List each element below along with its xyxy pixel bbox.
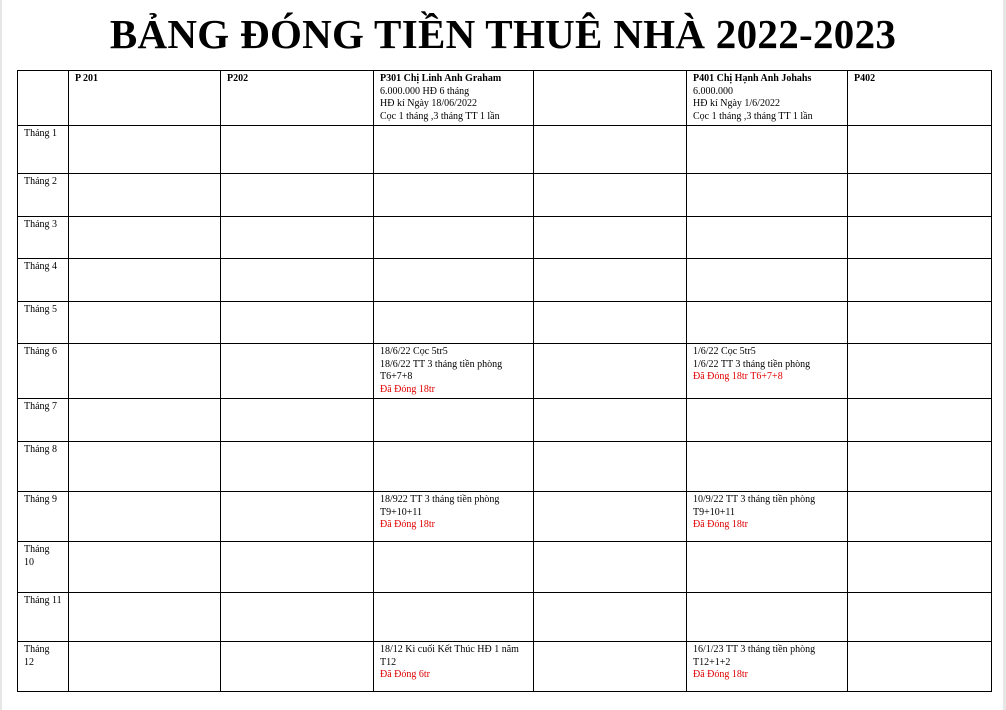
column-header-p401 (687, 71, 848, 126)
table-cell (687, 442, 848, 492)
table-cell (69, 642, 221, 692)
p401-september-entry: 10/9/22 TT 3 tháng tiền phòng T9+10+11 Đã Đóng 18tr (687, 492, 848, 542)
table-cell (374, 593, 534, 642)
p401-deposit-terms: Cọc 1 tháng ,3 tháng TT 1 lần (693, 110, 813, 122)
table-cell (534, 344, 687, 399)
table-cell (221, 259, 374, 302)
table-cell (534, 126, 687, 174)
table-cell (69, 442, 221, 492)
table-row (18, 126, 992, 174)
table-cell (534, 642, 687, 692)
table-cell (374, 217, 534, 259)
table-cell (848, 593, 992, 642)
p301-deposit-terms: Cọc 1 tháng ,3 tháng TT 1 lần (380, 110, 500, 122)
p301-december-entry: 18/12 Kì cuối Kết Thúc HĐ 1 năm T12 Đã Đóng 6tr (374, 642, 534, 692)
table-cell (687, 593, 848, 642)
month-label: Tháng 7 (18, 399, 69, 442)
p301-september-entry: 18/922 TT 3 tháng tiền phòng T9+10+11 Đã Đóng 18tr (374, 492, 534, 542)
table-cell (69, 217, 221, 259)
table-cell (687, 174, 848, 217)
page-title: BẢNG ĐÓNG TIỀN THUÊ NHÀ 2022-2023 (109, 11, 897, 57)
table-cell (374, 302, 534, 344)
table-cell (848, 302, 992, 344)
table-cell (848, 492, 992, 542)
month-label: Tháng 5 (18, 302, 69, 344)
table-cell (848, 642, 992, 692)
p401-contract-date: HĐ kí Ngày 1/6/2022 (693, 98, 780, 109)
table-cell (534, 302, 687, 344)
table-cell (374, 126, 534, 174)
table-cell (687, 259, 848, 302)
column-header-p202: P202 (221, 71, 374, 126)
p301-contract-amount: 6.000.000 HĐ 6 tháng (380, 85, 470, 97)
table-cell (534, 442, 687, 492)
table-row (18, 344, 992, 399)
table-row (18, 259, 992, 302)
table-cell (69, 344, 221, 399)
table-cell (848, 126, 992, 174)
p301-june-entry: 18/6/22 Cọc 5tr5 18/6/22 TT 3 tháng tiền phòng T6+7+8 Đã Đóng 18tr (374, 344, 534, 399)
table-cell (69, 399, 221, 442)
table-cell (69, 259, 221, 302)
month-label: Tháng 8 (18, 442, 69, 492)
column-header-p301 (374, 71, 534, 126)
table-cell (69, 126, 221, 174)
table-cell (221, 344, 374, 399)
table-cell (221, 593, 374, 642)
table-cell (69, 174, 221, 217)
month-label: Tháng 4 (18, 259, 69, 302)
month-label: Tháng 2 (18, 174, 69, 217)
p301-tenant-label: P301 Chị Linh Anh Graham (380, 73, 502, 84)
table-cell (534, 174, 687, 217)
table-row (18, 399, 992, 442)
table-cell (69, 492, 221, 542)
month-label: Tháng 3 (18, 217, 69, 259)
column-header-p402: P402 (848, 71, 992, 126)
table-cell (374, 259, 534, 302)
month-label: Tháng 9 (18, 492, 69, 542)
table-cell (534, 399, 687, 442)
table-cell (848, 344, 992, 399)
header-row (18, 71, 992, 126)
month-label: Tháng 1 (18, 126, 69, 174)
paid-status: Đã Đóng 18tr (380, 383, 435, 395)
table-row (18, 542, 992, 593)
p401-june-entry: 1/6/22 Cọc 5tr5 1/6/22 TT 3 tháng tiền phòng Đã Đóng 18tr T6+7+8 (687, 344, 848, 399)
table-cell (534, 492, 687, 542)
table-row (18, 217, 992, 259)
table-cell (221, 174, 374, 217)
table-cell (374, 399, 534, 442)
table-cell (848, 442, 992, 492)
paid-status: Đã Đóng 18tr (693, 519, 748, 530)
table-cell (534, 217, 687, 259)
table-cell (221, 492, 374, 542)
table-cell (221, 399, 374, 442)
paid-status: Đã Đóng 18tr T6+7+8 (693, 371, 783, 382)
paid-status: Đã Đóng 18tr (380, 519, 435, 530)
table-cell (687, 542, 848, 593)
table-cell (221, 217, 374, 259)
month-label: Tháng 6 (18, 344, 69, 399)
p401-contract-amount: 6.000.000 (693, 85, 733, 97)
table-cell (221, 442, 374, 492)
table-cell (69, 593, 221, 642)
rent-payment-table (17, 70, 992, 692)
table-row (18, 174, 992, 217)
month-label: Tháng 10 (18, 542, 69, 593)
table-cell (374, 542, 534, 593)
table-cell (221, 542, 374, 593)
month-label: Tháng 12 (18, 642, 69, 692)
table-cell (848, 259, 992, 302)
month-label: Tháng 11 (18, 593, 69, 642)
column-header-empty (534, 71, 687, 126)
table-cell (374, 174, 534, 217)
table-cell (687, 302, 848, 344)
table-cell (534, 542, 687, 593)
p401-december-entry: 16/1/23 TT 3 tháng tiền phòng T12+1+2 Đã Đóng 18tr (687, 642, 848, 692)
column-header-p201: P 201 (69, 71, 221, 126)
page-edge-left (0, 0, 2, 710)
p401-tenant-label: P401 Chị Hạnh Anh Johahs (693, 73, 812, 84)
table-cell (221, 642, 374, 692)
table-cell (69, 542, 221, 593)
table-cell (221, 126, 374, 174)
table-cell (848, 399, 992, 442)
table-cell (687, 399, 848, 442)
table-cell (687, 126, 848, 174)
p301-contract-date: HĐ kí Ngày 18/06/2022 (380, 98, 477, 109)
table-cell (534, 593, 687, 642)
table-row (18, 302, 992, 344)
table-cell (687, 217, 848, 259)
table-cell (69, 302, 221, 344)
table-row (18, 642, 992, 692)
table-cell (221, 302, 374, 344)
paid-status: Đã Đóng 6tr (380, 669, 430, 680)
corner-cell (18, 71, 69, 126)
table-row (18, 593, 992, 642)
table-row (18, 442, 992, 492)
table-row (18, 492, 992, 542)
table-cell (848, 174, 992, 217)
table-cell (848, 542, 992, 593)
table-cell (848, 217, 992, 259)
table-cell (374, 442, 534, 492)
paid-status: Đã Đóng 18tr (693, 669, 748, 680)
table-cell (534, 259, 687, 302)
